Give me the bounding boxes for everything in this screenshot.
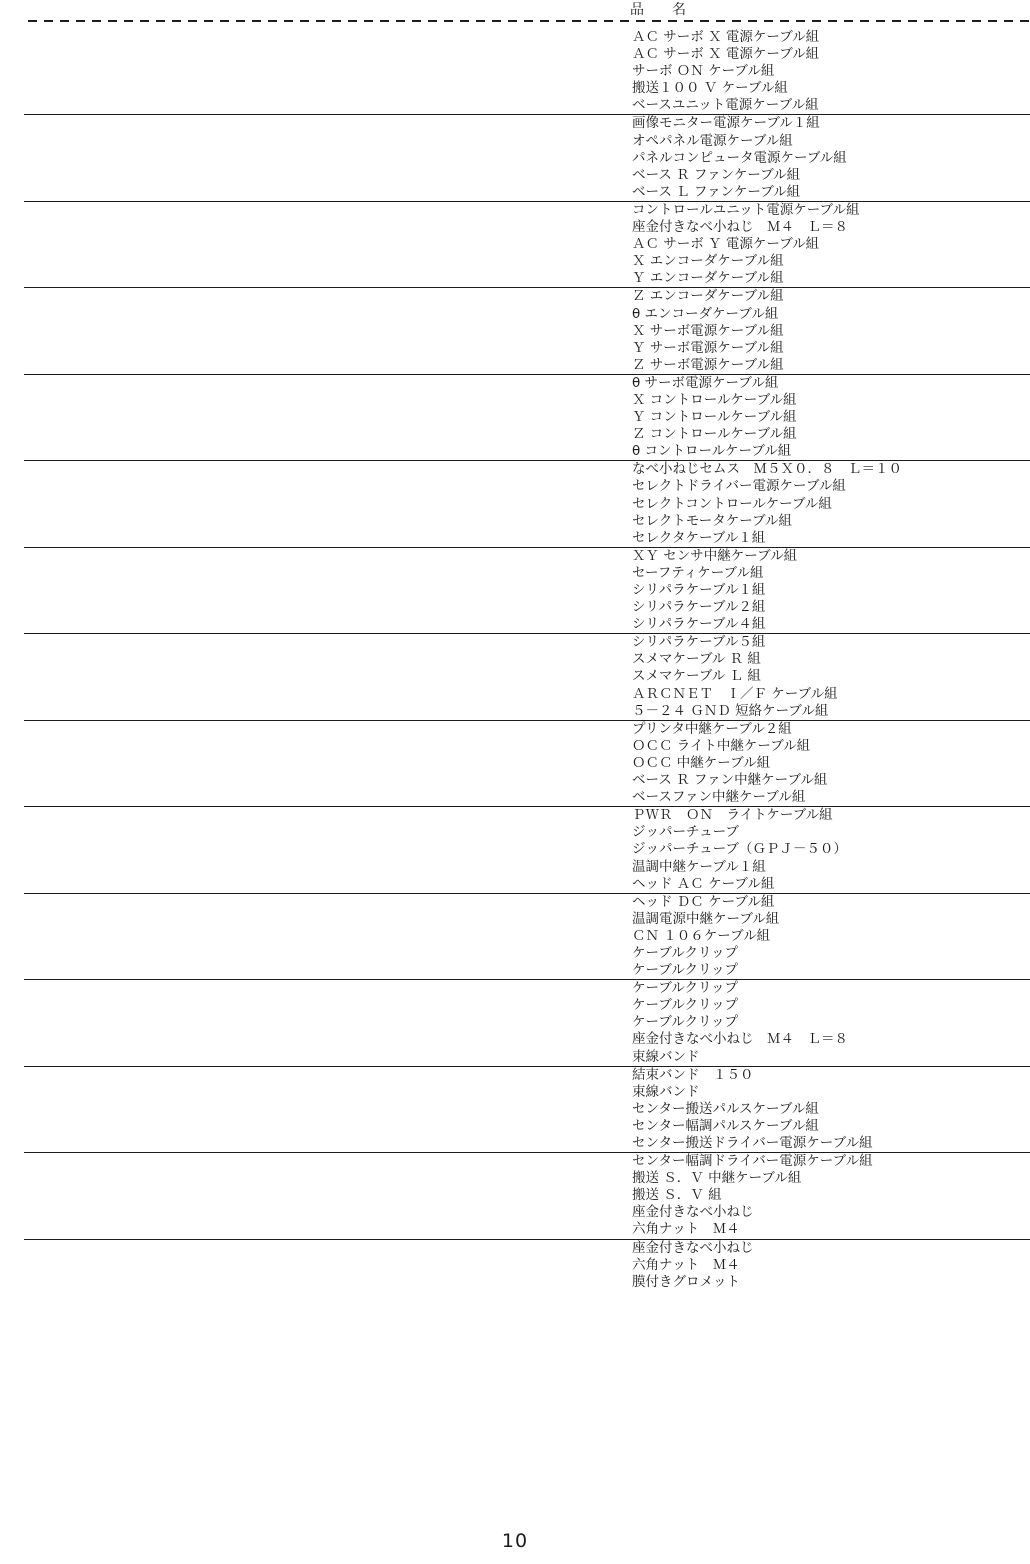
part-name-row: ＡＣ サーボ Ｘ 電源ケーブル組 bbox=[632, 29, 820, 45]
part-name-row: センター搬送ドライバー電源ケーブル組 bbox=[632, 1135, 873, 1151]
part-name-row: ５－２４ ＧＮＤ 短絡ケーブル組 bbox=[632, 702, 829, 719]
part-name-row: ケーブルクリップ bbox=[632, 944, 738, 961]
part-name-row: ＣＮ １０６ケーブル組 bbox=[632, 927, 771, 944]
part-name-row: ベース Ｒ ファン中継ケーブル組 bbox=[632, 772, 828, 789]
part-name-row: 束線バンド bbox=[632, 1083, 700, 1100]
part-name-row: 温調中継ケーブル１組 bbox=[632, 858, 766, 875]
parts-group bbox=[24, 980, 1030, 1066]
part-name-row: Ｙ サーボ電源ケーブル組 bbox=[632, 339, 784, 356]
part-name-row: シリパラケーブル４組 bbox=[632, 616, 766, 633]
part-name-row: Ｘ エンコーダケーブル組 bbox=[632, 253, 784, 270]
part-name-row: オペパネル電源ケーブル組 bbox=[632, 132, 793, 149]
parts-group bbox=[24, 807, 1030, 893]
part-name-row: ベース Ｌ ファンケーブル組 bbox=[632, 183, 801, 200]
part-name-row: なべ小ねじセムス Ｍ５Ｘ０．８ Ｌ＝１０ bbox=[632, 461, 902, 478]
part-name-row: 温調電源中継ケーブル組 bbox=[632, 910, 780, 927]
part-name-row: セレクトコントロールケーブル組 bbox=[632, 495, 832, 512]
part-name-row: Ｚ コントロールケーブル組 bbox=[632, 426, 797, 443]
part-name-row: セレクトモータケーブル組 bbox=[632, 512, 792, 529]
part-name-row: Ｙ エンコーダケーブル組 bbox=[632, 270, 784, 287]
page-number: 10 bbox=[501, 1530, 529, 1552]
parts-group bbox=[24, 1067, 1030, 1153]
parts-group bbox=[24, 461, 1030, 547]
part-name-row: 束線バンド bbox=[632, 1048, 700, 1065]
part-name-row: ジッパーチューブ（ＧＰＪ－５０） bbox=[632, 841, 847, 858]
part-name-row: 六角ナット Ｍ４ bbox=[632, 1221, 740, 1238]
parts-group bbox=[24, 548, 1030, 634]
part-name-row: セレクトドライバー電源ケーブル組 bbox=[632, 478, 846, 495]
part-name-row: 搬送１００ Ｖ ケーブル組 bbox=[632, 80, 788, 97]
part-name-row: ケーブルクリップ bbox=[632, 980, 738, 997]
part-name-row: Ｘ コントロールケーブル組 bbox=[632, 391, 797, 408]
part-name-row: スメマケーブル Ｌ 組 bbox=[632, 668, 761, 685]
part-name-row: Ｚ サーボ電源ケーブル組 bbox=[632, 356, 784, 373]
part-name-row: シリパラケーブル１組 bbox=[632, 582, 766, 598]
part-name-row: 搬送 Ｓ．Ｖ 組 bbox=[632, 1187, 722, 1204]
part-name-row: 膜付きグロメット bbox=[632, 1273, 740, 1290]
part-name-row: ケーブルクリップ bbox=[632, 997, 738, 1014]
parts-list bbox=[24, 23, 1030, 1291]
part-name-row: 座金付きなべ小ねじ bbox=[632, 1204, 754, 1221]
part-name-row: 画像モニター電源ケーブル１組 bbox=[632, 115, 820, 132]
part-name-row: ジッパーチューブ bbox=[632, 824, 739, 841]
part-name-row: Ｙ コントロールケーブル組 bbox=[632, 409, 797, 426]
part-name-row: ＡＣ サーボ Ｘ 電源ケーブル組 bbox=[632, 46, 820, 63]
part-name-row: ベース Ｒ ファンケーブル組 bbox=[632, 166, 801, 183]
part-name-row: ヘッド ＡＣ ケーブル組 bbox=[632, 875, 775, 892]
parts-group bbox=[24, 634, 1030, 720]
part-name-row: θ サーボ電源ケーブル組 bbox=[632, 374, 779, 391]
part-name-row: シリパラケーブル５組 bbox=[632, 634, 766, 651]
part-name-row: セレクタケーブル１組 bbox=[632, 529, 766, 546]
part-name-row: ベースユニット電源ケーブル組 bbox=[632, 97, 819, 114]
part-name-row: センター幅調パルスケーブル組 bbox=[632, 1117, 819, 1134]
part-name-row: プリンタ中継ケーブル２組 bbox=[632, 720, 792, 737]
part-name-row: Ｚ エンコーダケーブル組 bbox=[632, 288, 784, 305]
part-name-row: 六角ナット Ｍ４ bbox=[632, 1256, 740, 1273]
part-name-row: ヘッド ＤＣ ケーブル組 bbox=[632, 893, 775, 910]
parts-group bbox=[24, 288, 1030, 374]
parts-group bbox=[24, 721, 1030, 807]
parts-group bbox=[24, 375, 1030, 461]
part-name-row: パネルコンピュータ電源ケーブル組 bbox=[632, 149, 847, 166]
part-name-row: 搬送 Ｓ．Ｖ 中継ケーブル組 bbox=[632, 1170, 802, 1187]
part-name-row: サーボ ＯＮ ケーブル組 bbox=[632, 63, 775, 80]
part-name-row: Ｘ サーボ電源ケーブル組 bbox=[632, 322, 784, 339]
part-name-row: セーフティケーブル組 bbox=[632, 564, 764, 581]
part-name-row: ＯＣＣ 中継ケーブル組 bbox=[632, 754, 771, 771]
part-name-row: θ エンコーダケーブル組 bbox=[632, 305, 779, 322]
parts-group bbox=[24, 1153, 1030, 1239]
part-name-row: ＸＹ センサ中継ケーブル組 bbox=[632, 547, 798, 564]
parts-group bbox=[24, 1240, 1030, 1291]
part-name-row: センター搬送パルスケーブル組 bbox=[632, 1100, 819, 1117]
part-name-row: センター幅調ドライバー電源ケーブル組 bbox=[632, 1153, 873, 1170]
part-name-row: ＯＣＣ ライト中継ケーブル組 bbox=[632, 737, 811, 754]
part-name-row: 座金付きなべ小ねじ Ｍ４ Ｌ＝８ bbox=[632, 1031, 848, 1048]
part-name-row: シリパラケーブル２組 bbox=[632, 599, 766, 616]
part-name-row: ベースファン中継ケーブル組 bbox=[632, 789, 806, 806]
parts-group bbox=[24, 23, 1030, 115]
column-header-item-name: 品 名 bbox=[630, 2, 686, 18]
part-name-row: ＡＲＣＮＥＴ Ｉ／Ｆ ケーブル組 bbox=[632, 685, 838, 702]
part-name-row: コントロールユニット電源ケーブル組 bbox=[632, 201, 860, 218]
part-name-row: θ コントロールケーブル組 bbox=[632, 443, 792, 460]
part-name-row: ケーブルクリップ bbox=[632, 1014, 738, 1031]
part-name-row: 座金付きなべ小ねじ Ｍ４ Ｌ＝８ bbox=[632, 219, 848, 236]
parts-group bbox=[24, 202, 1030, 288]
parts-group bbox=[24, 894, 1030, 980]
parts-group bbox=[24, 115, 1030, 201]
part-name-row: 結束バンド １５０ bbox=[632, 1066, 754, 1083]
part-name-row: 座金付きなべ小ねじ bbox=[632, 1239, 754, 1256]
part-name-row: ＡＣ サーボ Ｙ 電源ケーブル組 bbox=[632, 236, 820, 253]
header-separator-line bbox=[28, 20, 1030, 22]
part-name-row: ケーブルクリップ bbox=[632, 962, 738, 979]
part-name-row: スメマケーブル Ｒ 組 bbox=[632, 651, 761, 668]
part-name-row: ＰＷＲ ＯＮ ライトケーブル組 bbox=[632, 807, 833, 824]
